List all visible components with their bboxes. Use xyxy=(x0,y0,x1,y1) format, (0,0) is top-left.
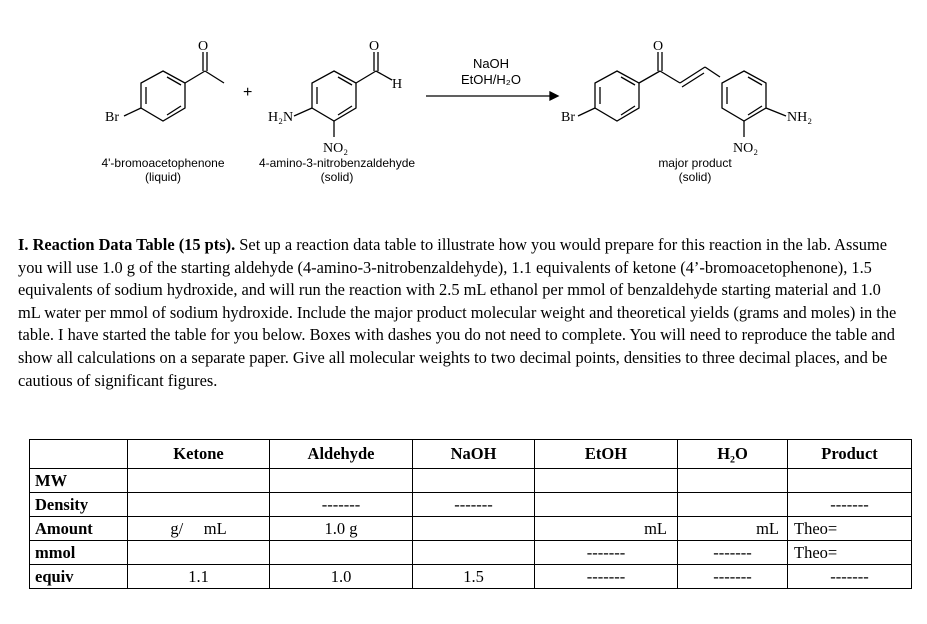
table-cell: 1.1 xyxy=(128,565,270,589)
table-cell: ------- xyxy=(678,565,788,589)
ketone-state: (liquid) xyxy=(144,170,181,184)
ketone-caption xyxy=(80,156,246,184)
row-label: mmol xyxy=(30,541,128,565)
header-blank xyxy=(30,440,128,469)
table-row xyxy=(30,493,912,517)
aldehyde-name: 4-amino-3-nitrobenzaldehyde xyxy=(258,156,416,170)
table-cell: ------- xyxy=(788,565,912,589)
table-cell xyxy=(270,469,413,493)
table-cell: Theo= xyxy=(788,541,912,565)
header-ketone: Ketone xyxy=(128,440,270,469)
aldehyde-no2-label: NO₂ xyxy=(323,141,349,156)
aldehyde-h2n-label: H₂N xyxy=(268,110,294,125)
table-row xyxy=(30,469,912,493)
product-o-label: O xyxy=(653,39,664,54)
table-cell: ------- xyxy=(535,565,678,589)
table-cell xyxy=(535,469,678,493)
table-cell: ------- xyxy=(413,493,535,517)
question-heading: I. Reaction Data Table (15 pts). xyxy=(18,235,236,254)
row-label: Amount xyxy=(30,517,128,541)
product-br-label: Br xyxy=(561,110,575,125)
table-cell xyxy=(788,469,912,493)
aldehyde-state: (solid) xyxy=(320,170,354,184)
table-cell: 1.5 xyxy=(413,565,535,589)
table-cell xyxy=(413,517,535,541)
table-cell: ------- xyxy=(678,541,788,565)
ketone-o-label: O xyxy=(198,39,209,54)
product-structure xyxy=(578,52,786,137)
reagent-line2: EtOH/H₂O xyxy=(461,72,521,87)
plus-sign: + xyxy=(243,84,253,101)
aldehyde-caption xyxy=(246,156,428,184)
product-state: (solid) xyxy=(678,170,712,184)
table-cell xyxy=(413,541,535,565)
aldehyde-o-label: O xyxy=(369,39,380,54)
table-cell xyxy=(128,469,270,493)
row-label: equiv xyxy=(30,565,128,589)
question-body: Set up a reaction data table to illustrate how you would prepare for this reaction in the lab. Assume you will use 1.0 g of the starting aldehyde (4-amino-3-nitrobenzaldehyde), 1.1 equivalents of ketone (4’-bromoacetophenone), 1.5 equivalents of sodium hydroxide, and will run the reaction with 2.5 mL ethanol per mmol of benzaldehyde starting material and 1.0 mL water per mmol of sodium hydroxide. Include the major product molecular weight and theoretical yields (grams and moles) in the table. I have started the table for you below. Boxes with dashes you do not need to complete. You will need to reproduce the table and show all calculations on a separate paper. Give all molecular weights to two decimal points, densities to three decimal places, and be cautious of significant figures. xyxy=(18,235,897,390)
table-cell: mL xyxy=(535,517,678,541)
ketone-name: 4'-bromoacetophenone xyxy=(101,156,225,170)
table-row xyxy=(30,565,912,589)
ketone-structure xyxy=(124,52,224,121)
table-cell: ------- xyxy=(535,541,678,565)
table-cell xyxy=(678,493,788,517)
table-cell: 1.0 g xyxy=(270,517,413,541)
table-row xyxy=(30,541,912,565)
table-cell xyxy=(678,469,788,493)
question-paragraph xyxy=(18,234,898,392)
header-product: Product xyxy=(788,440,912,469)
table-header-row xyxy=(30,440,912,469)
table-cell: Theo= xyxy=(788,517,912,541)
table-cell: mL xyxy=(678,517,788,541)
table-cell xyxy=(128,541,270,565)
product-name: major product xyxy=(658,156,732,170)
product-caption xyxy=(640,156,750,184)
reagent-line1: NaOH xyxy=(472,56,510,71)
row-label: MW xyxy=(30,469,128,493)
header-naoh: NaOH xyxy=(413,440,535,469)
product-no2-label: NO₂ xyxy=(733,141,759,156)
ketone-br-label: Br xyxy=(105,110,119,125)
row-label: Density xyxy=(30,493,128,517)
header-h2o: H₂O xyxy=(678,440,788,469)
table-cell xyxy=(535,493,678,517)
reaction-data-table xyxy=(29,439,912,589)
product-nh2-label: NH₂ xyxy=(787,110,813,125)
header-etoh: EtOH xyxy=(535,440,678,469)
table-cell xyxy=(128,493,270,517)
header-aldehyde: Aldehyde xyxy=(270,440,413,469)
table-cell: g/ mL xyxy=(128,517,270,541)
table-cell xyxy=(270,541,413,565)
table-cell: ------- xyxy=(788,493,912,517)
table-cell: 1.0 xyxy=(270,565,413,589)
reagents-label xyxy=(436,56,546,88)
table-cell xyxy=(413,469,535,493)
table-cell: ------- xyxy=(270,493,413,517)
aldehyde-h-label: H xyxy=(392,77,403,92)
table-row xyxy=(30,517,912,541)
aldehyde-structure xyxy=(294,52,392,137)
